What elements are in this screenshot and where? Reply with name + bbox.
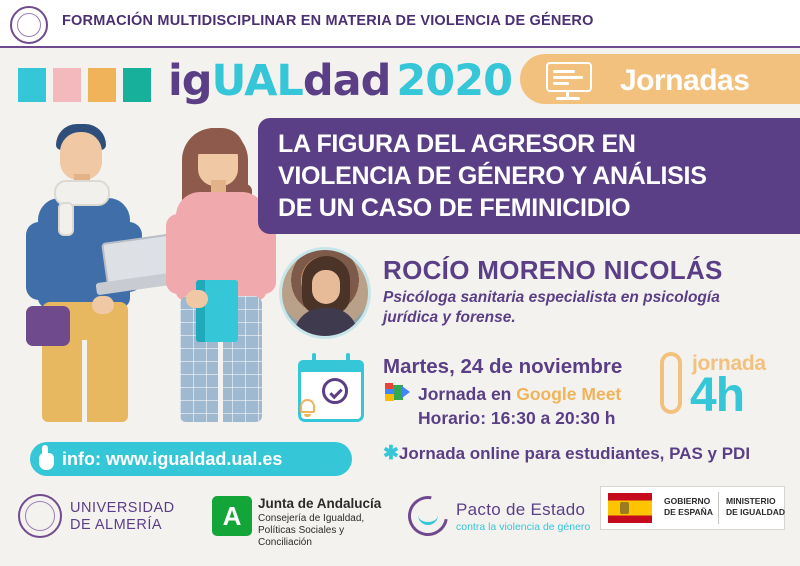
woman-pants-gap xyxy=(218,336,223,422)
ual-seal-icon xyxy=(10,6,48,44)
brand-wordmark xyxy=(168,56,512,106)
color-swatch-row xyxy=(18,68,151,102)
title-line-3: DE UN CASO DE FEMINICIDIO xyxy=(278,194,631,222)
junta-andalucia-subtitle xyxy=(258,513,398,549)
paperclip-icon xyxy=(660,352,682,414)
session-platform-prefix: Jornada en xyxy=(418,384,512,404)
swatch-pink xyxy=(53,68,81,102)
woman-hair-top xyxy=(192,128,244,154)
brand-ual: UAL xyxy=(211,56,303,106)
session-schedule: Horario: 16:30 a 20:30 h xyxy=(418,408,616,428)
spain-flag-icon xyxy=(608,493,652,523)
header-title: FORMACIÓN MULTIDISCIPLINAR EN MATERIA DE VIOLENCIA DE GÉNERO xyxy=(62,13,594,29)
man-bag xyxy=(26,306,70,346)
woman-hand xyxy=(186,290,208,308)
ual-line-1: UNIVERSIDAD xyxy=(70,500,175,516)
gobierno-line-2: DE ESPAÑA xyxy=(664,507,713,517)
gobierno-label xyxy=(664,496,713,518)
title-line-2: VIOLENCIA DE GÉNERO Y ANÁLISIS xyxy=(278,162,707,190)
gobierno-divider xyxy=(718,492,719,524)
presentation-screen-icon xyxy=(540,60,598,100)
woman-left-arm xyxy=(166,214,190,294)
swatch-teal xyxy=(123,68,151,102)
session-date: Martes, 24 de noviembre xyxy=(383,355,623,378)
info-url[interactable]: info: www.igualdad.ual.es xyxy=(62,449,283,469)
session-platform-name: Google Meet xyxy=(516,384,622,404)
speaker-name: ROCÍO MORENO NICOLÁS xyxy=(383,255,723,285)
junta-sub-line-1: Consejería de Igualdad, xyxy=(258,513,365,524)
pacto-ring-icon xyxy=(408,496,448,536)
title-line-1: LA FIGURA DEL AGRESOR EN xyxy=(278,130,636,158)
brand-year: 2020 xyxy=(396,56,513,106)
online-note xyxy=(383,442,750,465)
speaker-avatar xyxy=(279,247,371,339)
junta-sub-line-2: Políticas Sociales y Conciliación xyxy=(258,525,345,548)
google-meet-icon xyxy=(383,381,411,405)
pacto-subtitle: contra la violencia de género xyxy=(456,521,591,533)
online-note-text: Jornada online para estudiantes, PAS y PDI xyxy=(398,444,751,463)
duration-value: 4h xyxy=(690,369,745,422)
brand-dad: dad xyxy=(302,56,391,106)
page-title xyxy=(278,128,798,224)
jornadas-label: Jornadas xyxy=(620,64,750,97)
pointing-hand-icon xyxy=(34,444,60,474)
ministerio-line-1: MINISTERIO xyxy=(726,496,776,506)
ual-line-2: DE ALMERÍA xyxy=(70,517,163,533)
ministerio-line-2: DE IGUALDAD xyxy=(726,507,786,517)
pacto-title: Pacto de Estado xyxy=(456,500,586,519)
man-scarf-tail xyxy=(58,202,74,236)
duration-label: jornada xyxy=(692,352,766,375)
junta-andalucia-title: Junta de Andalucía xyxy=(258,496,382,511)
bell-icon xyxy=(296,396,320,420)
ministerio-label xyxy=(726,496,785,518)
man-head xyxy=(60,132,102,180)
logo-universidad-de-almeria xyxy=(70,500,175,534)
people-illustration xyxy=(0,110,280,450)
session-platform xyxy=(418,384,621,405)
ual-seal-icon xyxy=(18,494,62,538)
asterisk-icon: ✱ xyxy=(383,443,399,464)
speaker-role-line-1: Psicóloga sanitaria especialista en psicología xyxy=(383,289,720,306)
man-pants-gap xyxy=(82,340,87,422)
man-hand xyxy=(92,296,114,314)
speaker-role xyxy=(383,288,783,328)
speaker-role-line-2: jurídica y forense. xyxy=(383,309,516,326)
brand-ig: ig xyxy=(168,56,212,106)
calendar-check-icon xyxy=(290,352,372,432)
junta-andalucia-icon xyxy=(212,496,252,536)
gobierno-line-1: GOBIERNO xyxy=(664,496,711,506)
man-left-arm xyxy=(26,222,52,300)
swatch-orange xyxy=(88,68,116,102)
swatch-cyan xyxy=(18,68,46,102)
